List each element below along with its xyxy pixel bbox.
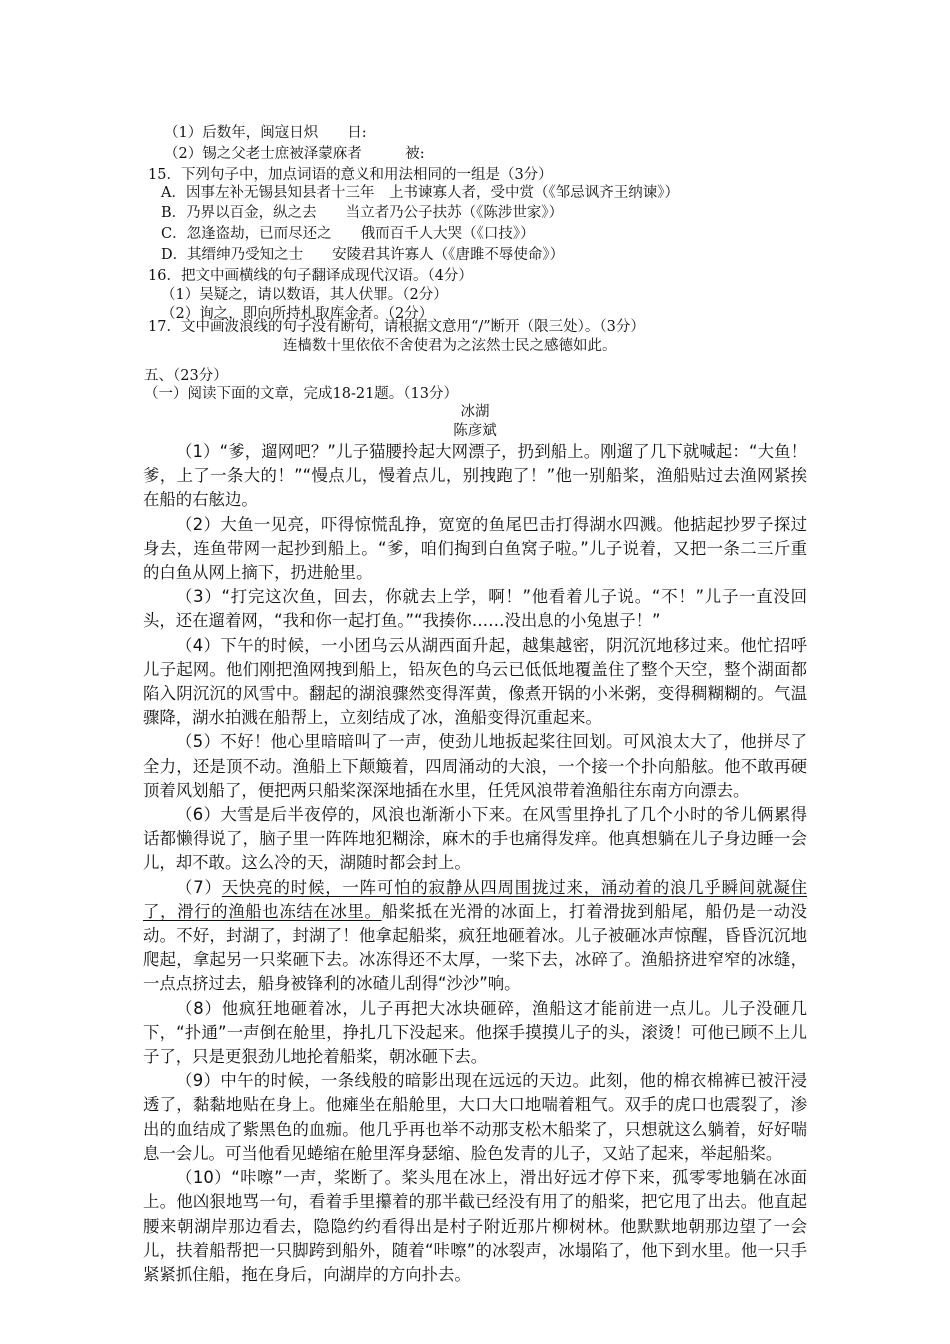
paragraph-8: （8）他疯狂地砸着冰，儿子再把大冰块砸碎，渔船这才能前进一点儿。儿子没砸几下，“扑通”一声倒在舱里，挣扎几下没起来。他探手摸摸儿子的头，滚烫！可他已顾不上儿子了，只是更狠劲儿地抡着船桨，朝冰砸下去。 (143, 998, 807, 1067)
section5-sub-heading: （一）阅读下面的文章，完成18-21题。（13分） (144, 386, 458, 402)
paragraph-7-number: （7） (176, 877, 222, 897)
q16-item-2: （2）询之，即向所持札取库金者。（2分） (161, 306, 434, 322)
paragraph-3: （3）“打完这次鱼，回去，你就去上学，啊！”他看着儿子说。“不！”儿子一直没回头，还在遛着网，“我和你一起打鱼。”“我揍你……没出息的小兔崽子！” (143, 587, 807, 631)
q15-option-c: C．忽逢盗劫，已而尽还之 俄而百千人大哭（《口技》） (161, 226, 535, 242)
paragraph-10: （10）“咔嚓”一声，桨断了。桨头甩在冰上，滑出好远才停下来，孤零零地躺在冰面上。他凶狠地骂一句，看着手里攥着的那半截已经没有用了的船桨，把它甩了出去。他直起腰来朝湖岸那边看去，隐隐约约看得出是村子附近那片柳树林。他默默地朝那边望了一会儿，扶着船帮把一只脚跨到船外，随着“咔嚓”的冰裂声，冰塌陷了，他下到水里。他一只手紧紧抓住船，拖在身后，向湖岸的方向扑去。 (143, 1168, 807, 1284)
underlined-sentence: 天快亮的时候，一阵可怕的寂静从四周围拢过来，涌动着的浪几乎瞬间就凝住了，滑行的渔船也冻结在冰里。 (143, 877, 808, 921)
q15-option-b: B．乃界以百金，纵之去 当立者乃公子扶苏（《陈涉世家》） (161, 205, 564, 221)
section5-heading: 五、（23分） (144, 368, 228, 384)
paragraph-7-rest: 船桨抵在光滑的冰面上，打着滑拢到船尾，船仍是一动没动。不好，封湖了，封湖了！他拿起船桨，疯狂地砸着冰。儿子被砸冰声惊醒，昏昏沉沉地爬起，拿起另一只桨砸下去。冰冻得还不太厚，一桨下去，冰碎了。渔船挤进窄窄的冰缝，一点点挤过去，船身被锋利的冰碴儿刮得“沙沙”响。 (143, 901, 807, 994)
article-title: 冰湖 (460, 404, 490, 420)
q15-option-d: D．其缙绅乃受知之士 安陵君其许寡人（《唐雎不辱使命》） (161, 247, 565, 263)
article-author: 陈彦斌 (453, 423, 497, 439)
paragraph-4: （4）下午的时候，一小团乌云从湖西面升起，越集越密，阴沉沉地移过来。他忙招呼儿子起网。他们刚把渔网拽到船上，铅灰色的乌云已低低地覆盖住了整个天空，整个湖面都陷入阴沉沉的风雪中。翻起的湖浪骤然变得浑黄，像煮开锅的小米粥，变得稠糊糊的。气温骤降，湖水拍溅在船帮上，立刻结成了冰，渔船变得沉重起来。 (143, 635, 807, 728)
q16-stem: 16．把文中画横线的句子翻译成现代汉语。（4分） (148, 268, 473, 284)
q17-stem: 17．文中画波浪线的句子没有断句，请根据文意用“/”断开（限三处）。（3分） (148, 319, 645, 335)
q14-item-1: （1）后数年，闽寇日炽 日: (164, 125, 367, 141)
q15-stem: 15．下列句子中，加点词语的意义和用法相同的一组是（3分） (148, 167, 553, 183)
paragraph-1: （1）“爹，遛网吧？”儿子猫腰拎起大网漂子，扔到船上。刚遛了几下就喊起：“大鱼！爹，上了一条大的！”“慢点儿，慢着点儿，别拽跑了！”他一别船桨，渔船贴过去渔网紧挨在船的右舷边。 (143, 442, 807, 510)
article-body (143, 440, 807, 1287)
paragraph-7 (143, 876, 807, 997)
paragraph-2: （2）大鱼一见亮，吓得惊慌乱挣，宽宽的鱼尾巴击打得湖水四溅。他掂起抄罗子探过身去，连鱼带网一起抄到船上。“爹，咱们掏到白鱼窝子啦。”儿子说着，又把一条二三斤重的白鱼从网上摘下，扔进舱里。 (143, 514, 807, 583)
q15-option-a: A．因事左补无锡县知县者十三年 上书谏寡人者，受中赏（《邹忌讽齐王纳谏》） (161, 185, 679, 201)
paragraph-5: （5）不好！他心里暗暗叫了一声，使劲儿地扳起桨往回划。可风浪太大了，他拼尽了全力，还是顶不动。渔船上下颠簸着，四周涌动的大浪，一个接一个扑向船舷。他不敢再硬顶着风划船了，便把两只船桨深深地插在水里，任凭风浪带着渔船往东南方向漂去。 (143, 732, 807, 800)
q16-item-1: （1）吴疑之，请以数语，其人伏罪。（2分） (161, 287, 448, 303)
paragraph-9: （9）中午的时候，一条线般的暗影出现在远远的天边。此刻，他的棉衣棉裤已被汗浸透了，黏黏地贴在身上。他瘫坐在船舱里，大口大口地喘着粗气。双手的虎口也震裂了，渗出的血结成了紫黑色的血痂。他几乎再也举不动那支松木船桨了，只想就这么躺着，好好喘息一会儿。可当他看见蜷缩在舱里浑身瑟缩、脸色发青的儿子，又站了起来，举起船桨。 (143, 1071, 807, 1163)
q14-item-2: （2）锡之父老士庶被泽蒙庥者 被: (164, 146, 425, 162)
paragraph-6: （6）大雪是后半夜停的，风浪也渐渐小下来。在风雪里挣扎了几个小时的爷儿俩累得话都懒得说了，脑子里一阵阵地犯糊涂，麻木的手也痛得发痒。他真想躺在儿子身边睡一会儿，却不敢。这么冷的天，湖随时都会封上。 (143, 805, 807, 873)
q17-sentence: 连樯数十里依依不舍使君为之泫然士民之感德如此。 (283, 338, 617, 354)
